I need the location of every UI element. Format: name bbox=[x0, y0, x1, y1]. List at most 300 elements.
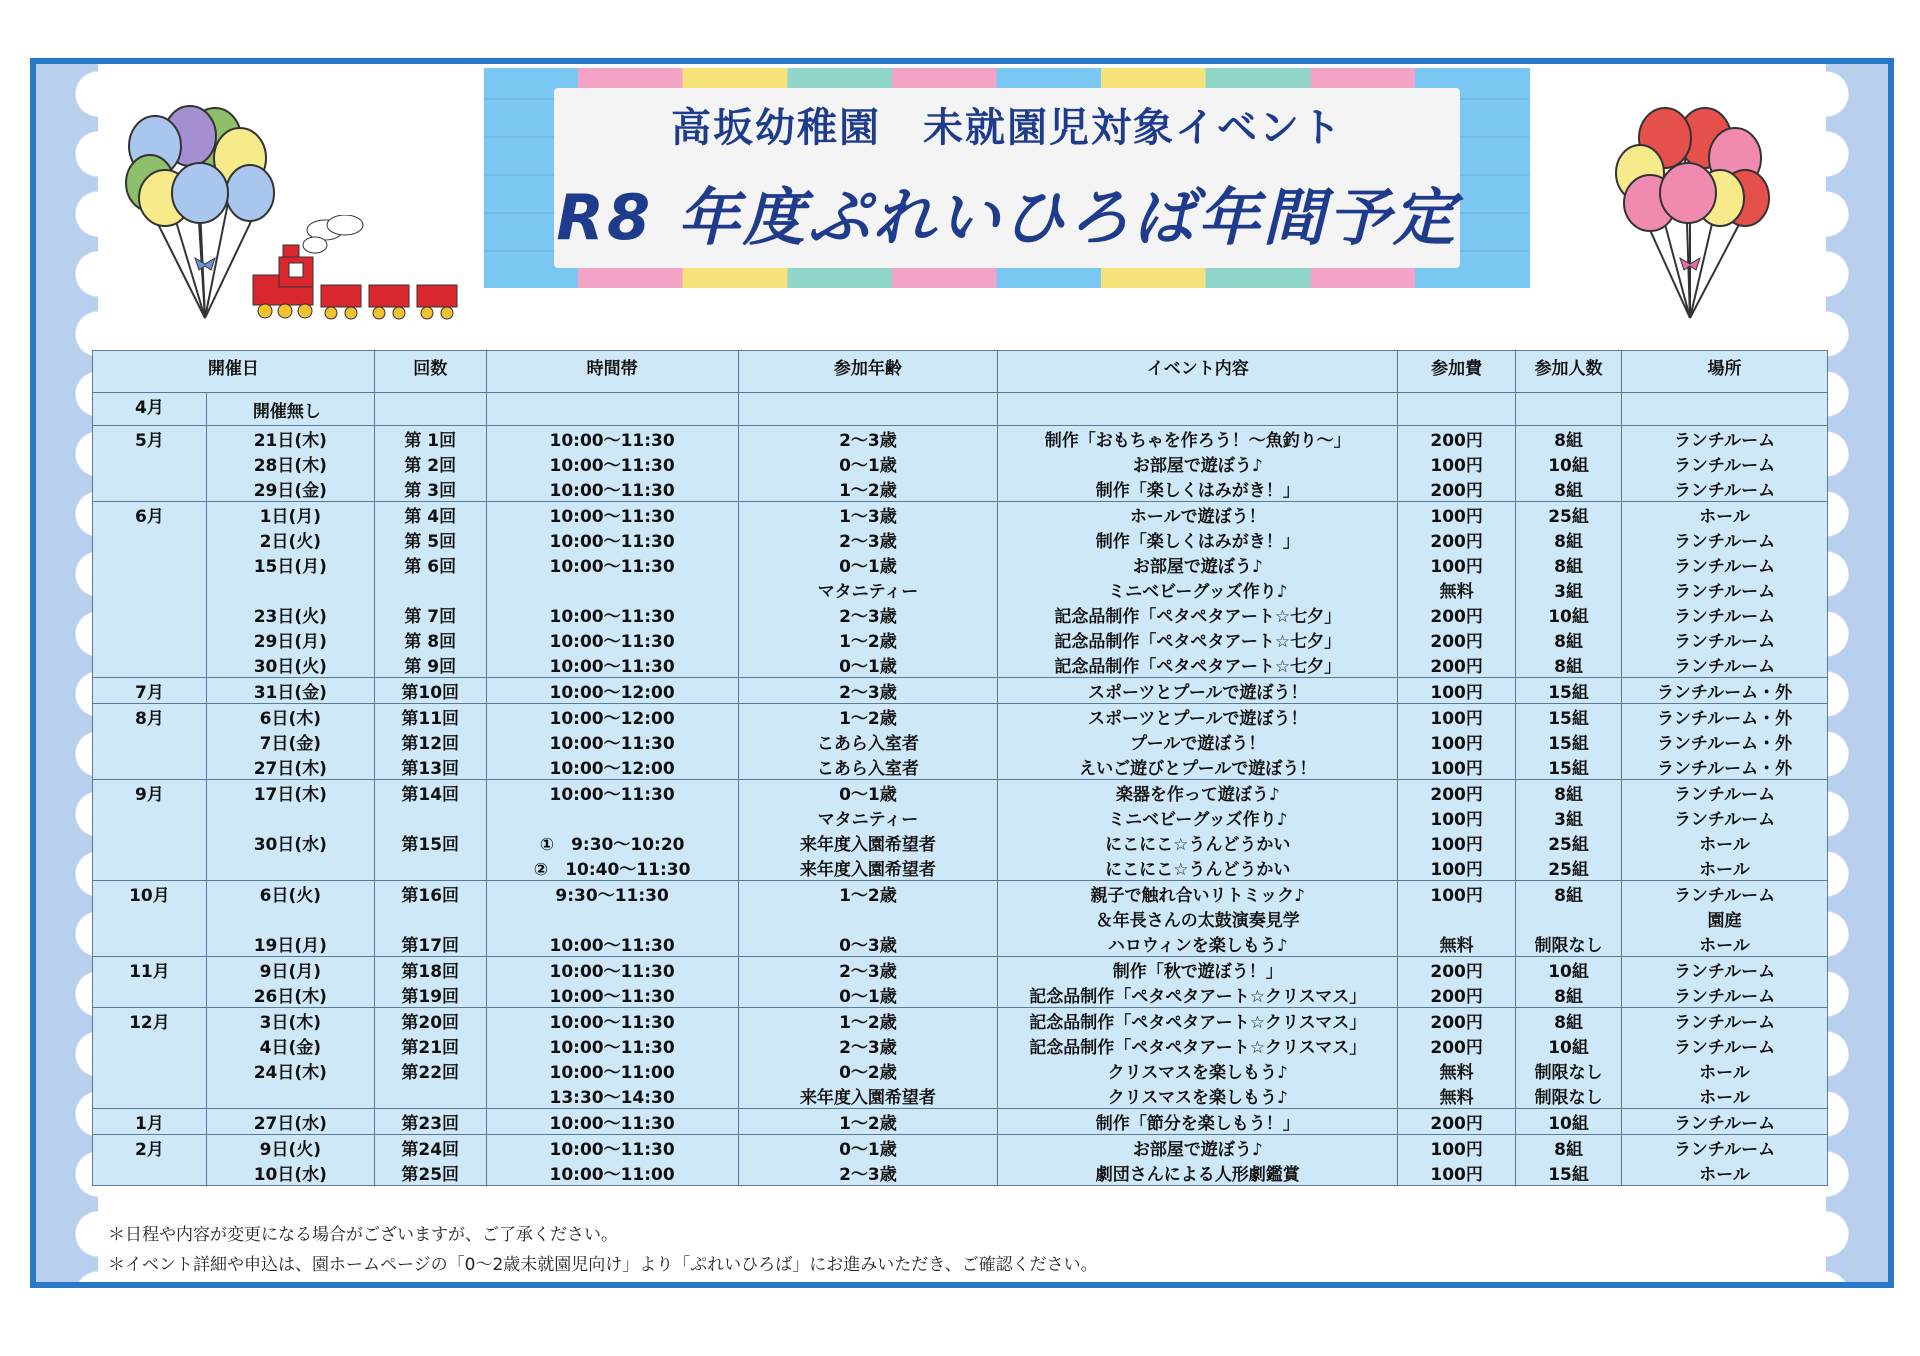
event-cell: 制作「節分を楽しもう！」 bbox=[998, 1109, 1398, 1135]
capacity-cell: 8組 bbox=[1516, 1135, 1622, 1161]
month-cell: 12月 bbox=[93, 1008, 207, 1034]
event-cell: 記念品制作「ペタペタアート☆クリスマス」 bbox=[998, 1033, 1398, 1058]
header-place: 場所 bbox=[1622, 351, 1828, 393]
place-cell: ランチルーム bbox=[1622, 426, 1828, 452]
session-cell: 第23回 bbox=[374, 1109, 486, 1135]
month-cell: 10月 bbox=[93, 881, 207, 907]
wave-border-right bbox=[1826, 64, 1888, 1282]
place-cell: ランチルーム bbox=[1622, 652, 1828, 678]
date-cell: 31日(金) bbox=[206, 678, 374, 704]
table-row bbox=[93, 1033, 1828, 1058]
month-cell bbox=[93, 830, 207, 855]
age-cell: 来年度入園希望者 bbox=[738, 1083, 998, 1109]
capacity-cell: 8組 bbox=[1516, 426, 1622, 452]
age-cell: 0～2歳 bbox=[738, 1058, 998, 1083]
time-cell: 10:00～12:00 bbox=[486, 704, 738, 730]
time-cell bbox=[486, 577, 738, 602]
fee-cell: 100円 bbox=[1398, 451, 1516, 476]
session-cell bbox=[374, 805, 486, 830]
header-capacity: 参加人数 bbox=[1516, 351, 1622, 393]
capacity-cell: 8組 bbox=[1516, 552, 1622, 577]
fee-cell: 100円 bbox=[1398, 502, 1516, 528]
place-cell: ランチルーム bbox=[1622, 552, 1828, 577]
age-cell bbox=[738, 906, 998, 931]
fee-cell: 100円 bbox=[1398, 754, 1516, 780]
event-cell: プールで遊ぼう！ bbox=[998, 729, 1398, 754]
place-cell: ランチルーム bbox=[1622, 1135, 1828, 1161]
table-row bbox=[93, 602, 1828, 627]
place-cell: ランチルーム bbox=[1622, 627, 1828, 652]
footnote: ＊イベント詳細や申込は、園ホームページの「0～2歳未就園児向け」より「ぷれいひろば」にお進みいただき、ご確認ください。 bbox=[108, 1255, 1098, 1275]
month-cell bbox=[93, 855, 207, 881]
capacity-cell: 3組 bbox=[1516, 577, 1622, 602]
date-cell: 3日(木) bbox=[206, 1008, 374, 1034]
banner-subtitle: 高坂幼稚園 未就園児対象イベント bbox=[671, 105, 1343, 151]
event-cell: えいご遊びとプールで遊ぼう！ bbox=[998, 754, 1398, 780]
age-cell: 0～3歳 bbox=[738, 931, 998, 957]
event-cell: スポーツとプールで遊ぼう！ bbox=[998, 678, 1398, 704]
place-cell: ランチルーム・外 bbox=[1622, 678, 1828, 704]
age-cell: マタニティー bbox=[738, 577, 998, 602]
fee-cell: 100円 bbox=[1398, 729, 1516, 754]
capacity-cell: 25組 bbox=[1516, 830, 1622, 855]
month-cell bbox=[93, 1033, 207, 1058]
month-cell bbox=[93, 729, 207, 754]
time-cell: ② 10:40～11:30 bbox=[486, 855, 738, 881]
table-row bbox=[93, 502, 1828, 528]
age-cell: 0～1歳 bbox=[738, 451, 998, 476]
fee-cell: 無料 bbox=[1398, 931, 1516, 957]
month-cell: 11月 bbox=[93, 957, 207, 983]
age-cell: こあら入室者 bbox=[738, 754, 998, 780]
table-row bbox=[93, 855, 1828, 881]
time-cell: 10:00～11:30 bbox=[486, 451, 738, 476]
age-cell: 1～2歳 bbox=[738, 476, 998, 502]
month-cell bbox=[93, 1160, 207, 1186]
title-banner bbox=[484, 68, 1530, 288]
capacity-cell: 8組 bbox=[1516, 527, 1622, 552]
session-cell: 第 9回 bbox=[374, 652, 486, 678]
table-row bbox=[93, 426, 1828, 452]
month-cell: 7月 bbox=[93, 678, 207, 704]
date-cell: 26日(木) bbox=[206, 982, 374, 1008]
train-icon bbox=[245, 215, 475, 335]
capacity-cell: 8組 bbox=[1516, 982, 1622, 1008]
time-cell: 10:00～11:30 bbox=[486, 1033, 738, 1058]
date-cell: 29日(月) bbox=[206, 627, 374, 652]
place-cell: ランチルーム・外 bbox=[1622, 704, 1828, 730]
capacity-cell: 8組 bbox=[1516, 652, 1622, 678]
place-cell: ホール bbox=[1622, 830, 1828, 855]
table-row bbox=[93, 527, 1828, 552]
fee-cell: 無料 bbox=[1398, 1083, 1516, 1109]
fee-cell: 200円 bbox=[1398, 982, 1516, 1008]
age-cell: マタニティー bbox=[738, 805, 998, 830]
month-cell bbox=[93, 1058, 207, 1083]
time-cell: 10:00～12:00 bbox=[486, 678, 738, 704]
banner-title: R8 年度ぷれいひろば年間予定 bbox=[556, 181, 1458, 254]
fee-cell: 無料 bbox=[1398, 577, 1516, 602]
header-date: 開催日 bbox=[93, 351, 375, 393]
place-cell: ランチルーム bbox=[1622, 1033, 1828, 1058]
table-row bbox=[93, 982, 1828, 1008]
place-cell: ホール bbox=[1622, 1058, 1828, 1083]
month-cell: 6月 bbox=[93, 502, 207, 528]
date-cell: 4日(金) bbox=[206, 1033, 374, 1058]
time-cell: 10:00～11:30 bbox=[486, 780, 738, 806]
table-row bbox=[93, 552, 1828, 577]
place-cell: ランチルーム bbox=[1622, 957, 1828, 983]
fee-cell: 100円 bbox=[1398, 552, 1516, 577]
capacity-cell: 10組 bbox=[1516, 1109, 1622, 1135]
table-row bbox=[93, 780, 1828, 806]
capacity-cell: 25組 bbox=[1516, 502, 1622, 528]
time-cell: ① 9:30～10:20 bbox=[486, 830, 738, 855]
fee-cell: 200円 bbox=[1398, 780, 1516, 806]
fee-cell: 200円 bbox=[1398, 957, 1516, 983]
place-cell: ホール bbox=[1622, 502, 1828, 528]
date-cell: 6日(火) bbox=[206, 881, 374, 907]
age-cell: 0～1歳 bbox=[738, 982, 998, 1008]
session-cell bbox=[374, 1083, 486, 1109]
date-cell: 15日(月) bbox=[206, 552, 374, 577]
place-cell: ランチルーム bbox=[1622, 780, 1828, 806]
table-row bbox=[93, 652, 1828, 678]
event-cell: ハロウィンを楽しもう♪ bbox=[998, 931, 1398, 957]
month-cell bbox=[93, 451, 207, 476]
age-cell: 2～3歳 bbox=[738, 678, 998, 704]
capacity-cell: 制限なし bbox=[1516, 931, 1622, 957]
session-cell: 第21回 bbox=[374, 1033, 486, 1058]
place-cell: ランチルーム bbox=[1622, 982, 1828, 1008]
fee-cell: 100円 bbox=[1398, 704, 1516, 730]
fee-cell: 200円 bbox=[1398, 1033, 1516, 1058]
place-cell: 園庭 bbox=[1622, 906, 1828, 931]
capacity-cell: 8組 bbox=[1516, 476, 1622, 502]
event-cell: 記念品制作「ペタペタアート☆クリスマス」 bbox=[998, 1008, 1398, 1034]
session-cell bbox=[374, 855, 486, 881]
month-cell: 2月 bbox=[93, 1135, 207, 1161]
date-cell: 27日(木) bbox=[206, 754, 374, 780]
footnote: ＊日程や内容が変更になる場合がございますが、ご了承ください。 bbox=[108, 1225, 618, 1245]
event-cell: お部屋で遊ぼう♪ bbox=[998, 552, 1398, 577]
event-cell: 記念品制作「ペタペタアート☆七夕」 bbox=[998, 652, 1398, 678]
event-cell: お部屋で遊ぼう♪ bbox=[998, 1135, 1398, 1161]
capacity-cell: 15組 bbox=[1516, 678, 1622, 704]
date-cell: 24日(木) bbox=[206, 1058, 374, 1083]
session-cell: 第 2回 bbox=[374, 451, 486, 476]
balloons-right-icon bbox=[1610, 98, 1780, 328]
session-cell: 第17回 bbox=[374, 931, 486, 957]
month-cell: 8月 bbox=[93, 704, 207, 730]
fee-cell: 100円 bbox=[1398, 1135, 1516, 1161]
capacity-cell: 15組 bbox=[1516, 754, 1622, 780]
event-cell: にこにこ☆うんどうかい bbox=[998, 855, 1398, 881]
age-cell: 2～3歳 bbox=[738, 957, 998, 983]
table-row bbox=[93, 393, 1828, 426]
age-cell: 2～3歳 bbox=[738, 602, 998, 627]
event-cell bbox=[998, 393, 1398, 426]
banner-panel bbox=[554, 88, 1460, 268]
place-cell: ホール bbox=[1622, 931, 1828, 957]
table-row bbox=[93, 931, 1828, 957]
table-row bbox=[93, 1083, 1828, 1109]
month-cell: 5月 bbox=[93, 426, 207, 452]
session-cell: 第22回 bbox=[374, 1058, 486, 1083]
place-cell: ホール bbox=[1622, 1160, 1828, 1186]
date-cell: 6日(木) bbox=[206, 704, 374, 730]
time-cell: 10:00～11:30 bbox=[486, 931, 738, 957]
date-cell bbox=[206, 1083, 374, 1109]
date-cell: 30日(水) bbox=[206, 830, 374, 855]
date-cell: 10日(水) bbox=[206, 1160, 374, 1186]
capacity-cell: 15組 bbox=[1516, 704, 1622, 730]
event-cell: クリスマスを楽しもう♪ bbox=[998, 1058, 1398, 1083]
session-cell bbox=[374, 577, 486, 602]
age-cell: 1～2歳 bbox=[738, 1109, 998, 1135]
place-cell: ランチルーム bbox=[1622, 602, 1828, 627]
time-cell: 10:00～11:30 bbox=[486, 652, 738, 678]
fee-cell: 200円 bbox=[1398, 652, 1516, 678]
place-cell: ランチルーム bbox=[1622, 476, 1828, 502]
fee-cell: 200円 bbox=[1398, 527, 1516, 552]
age-cell: 1～2歳 bbox=[738, 1008, 998, 1034]
event-cell: 記念品制作「ペタペタアート☆七夕」 bbox=[998, 627, 1398, 652]
time-cell: 10:00～11:30 bbox=[486, 426, 738, 452]
fee-cell bbox=[1398, 393, 1516, 426]
time-cell: 10:00～11:30 bbox=[486, 552, 738, 577]
fee-cell: 200円 bbox=[1398, 1008, 1516, 1034]
time-cell bbox=[486, 906, 738, 931]
table-row bbox=[93, 678, 1828, 704]
table-row bbox=[93, 1058, 1828, 1083]
capacity-cell: 15組 bbox=[1516, 1160, 1622, 1186]
time-cell: 10:00～11:30 bbox=[486, 729, 738, 754]
fee-cell: 100円 bbox=[1398, 678, 1516, 704]
header-time: 時間帯 bbox=[486, 351, 738, 393]
date-cell bbox=[206, 855, 374, 881]
session-cell: 第 1回 bbox=[374, 426, 486, 452]
time-cell: 10:00～12:00 bbox=[486, 754, 738, 780]
session-cell: 第15回 bbox=[374, 830, 486, 855]
capacity-cell: 15組 bbox=[1516, 729, 1622, 754]
event-cell: 制作「おもちゃを作ろう！～魚釣り～」 bbox=[998, 426, 1398, 452]
event-cell: ミニベビーグッズ作り♪ bbox=[998, 805, 1398, 830]
month-cell bbox=[93, 627, 207, 652]
age-cell: 0～1歳 bbox=[738, 552, 998, 577]
session-cell: 第19回 bbox=[374, 982, 486, 1008]
month-cell bbox=[93, 982, 207, 1008]
capacity-cell: 8組 bbox=[1516, 780, 1622, 806]
fee-cell bbox=[1398, 906, 1516, 931]
event-cell: お部屋で遊ぼう♪ bbox=[998, 451, 1398, 476]
table-row bbox=[93, 704, 1828, 730]
session-cell: 第10回 bbox=[374, 678, 486, 704]
age-cell: 2～3歳 bbox=[738, 1160, 998, 1186]
table-row bbox=[93, 830, 1828, 855]
table-row bbox=[93, 627, 1828, 652]
session-cell: 第 5回 bbox=[374, 527, 486, 552]
date-cell bbox=[206, 577, 374, 602]
table-row bbox=[93, 451, 1828, 476]
date-cell: 17日(木) bbox=[206, 780, 374, 806]
month-cell bbox=[93, 527, 207, 552]
session-cell: 第11回 bbox=[374, 704, 486, 730]
time-cell: 10:00～11:30 bbox=[486, 627, 738, 652]
fee-cell: 200円 bbox=[1398, 1109, 1516, 1135]
event-cell: スポーツとプールで遊ぼう！ bbox=[998, 704, 1398, 730]
session-cell: 第 7回 bbox=[374, 602, 486, 627]
table-row bbox=[93, 1135, 1828, 1161]
event-cell: 記念品制作「ペタペタアート☆クリスマス」 bbox=[998, 982, 1398, 1008]
time-cell: 10:00～11:30 bbox=[486, 527, 738, 552]
age-cell: 2～3歳 bbox=[738, 527, 998, 552]
table-row bbox=[93, 1109, 1828, 1135]
table-row bbox=[93, 881, 1828, 907]
time-cell: 10:00～11:00 bbox=[486, 1160, 738, 1186]
month-cell: 1月 bbox=[93, 1109, 207, 1135]
capacity-cell: 10組 bbox=[1516, 1033, 1622, 1058]
month-cell bbox=[93, 931, 207, 957]
date-cell: 9日(火) bbox=[206, 1135, 374, 1161]
date-cell bbox=[206, 906, 374, 931]
capacity-cell: 25組 bbox=[1516, 855, 1622, 881]
fee-cell: 100円 bbox=[1398, 805, 1516, 830]
age-cell: こあら入室者 bbox=[738, 729, 998, 754]
session-cell: 第20回 bbox=[374, 1008, 486, 1034]
capacity-cell bbox=[1516, 906, 1622, 931]
session-cell: 第 3回 bbox=[374, 476, 486, 502]
place-cell: ランチルーム bbox=[1622, 881, 1828, 907]
session-cell: 第18回 bbox=[374, 957, 486, 983]
capacity-cell: 8組 bbox=[1516, 1008, 1622, 1034]
age-cell: 1～3歳 bbox=[738, 502, 998, 528]
event-cell: ホールで遊ぼう！ bbox=[998, 502, 1398, 528]
age-cell: 2～3歳 bbox=[738, 426, 998, 452]
month-cell bbox=[93, 602, 207, 627]
capacity-cell: 10組 bbox=[1516, 451, 1622, 476]
age-cell: 1～2歳 bbox=[738, 627, 998, 652]
session-cell: 第13回 bbox=[374, 754, 486, 780]
time-cell: 10:00～11:30 bbox=[486, 957, 738, 983]
place-cell: ランチルーム・外 bbox=[1622, 729, 1828, 754]
table-row bbox=[93, 476, 1828, 502]
capacity-cell bbox=[1516, 393, 1622, 426]
fee-cell: 200円 bbox=[1398, 426, 1516, 452]
month-cell bbox=[93, 754, 207, 780]
age-cell: 0～1歳 bbox=[738, 1135, 998, 1161]
month-cell bbox=[93, 476, 207, 502]
table-row bbox=[93, 729, 1828, 754]
time-cell: 10:00～11:30 bbox=[486, 502, 738, 528]
month-cell: 9月 bbox=[93, 780, 207, 806]
date-cell: 21日(木) bbox=[206, 426, 374, 452]
date-cell bbox=[206, 805, 374, 830]
date-cell: 28日(木) bbox=[206, 451, 374, 476]
table-row bbox=[93, 754, 1828, 780]
table-row bbox=[93, 906, 1828, 931]
table-row bbox=[93, 1160, 1828, 1186]
fee-cell: 200円 bbox=[1398, 627, 1516, 652]
date-cell: 27日(水) bbox=[206, 1109, 374, 1135]
fee-cell: 100円 bbox=[1398, 881, 1516, 907]
event-cell: 劇団さんによる人形劇鑑賞 bbox=[998, 1160, 1398, 1186]
age-cell: 来年度入園希望者 bbox=[738, 855, 998, 881]
age-cell: 0～1歳 bbox=[738, 780, 998, 806]
event-cell: 楽器を作って遊ぼう♪ bbox=[998, 780, 1398, 806]
date-cell: 9日(月) bbox=[206, 957, 374, 983]
fee-cell: 200円 bbox=[1398, 602, 1516, 627]
event-cell: 記念品制作「ペタペタアート☆七夕」 bbox=[998, 602, 1398, 627]
header-fee: 参加費 bbox=[1398, 351, 1516, 393]
place-cell: ランチルーム bbox=[1622, 1008, 1828, 1034]
time-cell bbox=[486, 393, 738, 426]
session-cell: 第 8回 bbox=[374, 627, 486, 652]
place-cell: ランチルーム bbox=[1622, 1109, 1828, 1135]
event-cell: クリスマスを楽しもう♪ bbox=[998, 1083, 1398, 1109]
event-cell: 制作「秋で遊ぼう！」 bbox=[998, 957, 1398, 983]
date-cell: 2日(火) bbox=[206, 527, 374, 552]
event-cell: にこにこ☆うんどうかい bbox=[998, 830, 1398, 855]
place-cell: ランチルーム bbox=[1622, 577, 1828, 602]
date-cell: 29日(金) bbox=[206, 476, 374, 502]
place-cell: ランチルーム bbox=[1622, 527, 1828, 552]
time-cell: 10:00～11:30 bbox=[486, 982, 738, 1008]
footnotes bbox=[108, 1220, 1098, 1280]
place-cell: ホール bbox=[1622, 855, 1828, 881]
capacity-cell: 制限なし bbox=[1516, 1058, 1622, 1083]
age-cell: 0～1歳 bbox=[738, 652, 998, 678]
time-cell: 10:00～11:30 bbox=[486, 476, 738, 502]
table-row bbox=[93, 1008, 1828, 1034]
fee-cell: 無料 bbox=[1398, 1058, 1516, 1083]
session-cell bbox=[374, 906, 486, 931]
capacity-cell: 8組 bbox=[1516, 627, 1622, 652]
capacity-cell: 10組 bbox=[1516, 602, 1622, 627]
month-cell: 4月 bbox=[93, 393, 207, 426]
fee-cell: 100円 bbox=[1398, 830, 1516, 855]
date-cell: 1日(月) bbox=[206, 502, 374, 528]
table-row bbox=[93, 805, 1828, 830]
event-cell: ＆年長さんの太鼓演奏見学 bbox=[998, 906, 1398, 931]
session-cell: 第24回 bbox=[374, 1135, 486, 1161]
time-cell: 13:30～14:30 bbox=[486, 1083, 738, 1109]
place-cell: ランチルーム bbox=[1622, 805, 1828, 830]
capacity-cell: 10組 bbox=[1516, 957, 1622, 983]
date-cell: 7日(金) bbox=[206, 729, 374, 754]
time-cell: 10:00～11:30 bbox=[486, 1109, 738, 1135]
event-cell: 制作「楽しくはみがき！」 bbox=[998, 476, 1398, 502]
session-cell: 第25回 bbox=[374, 1160, 486, 1186]
month-cell bbox=[93, 906, 207, 931]
place-cell: ランチルーム bbox=[1622, 451, 1828, 476]
date-cell: 19日(月) bbox=[206, 931, 374, 957]
header-age: 参加年齢 bbox=[738, 351, 998, 393]
capacity-cell: 制限なし bbox=[1516, 1083, 1622, 1109]
table-header-row bbox=[93, 351, 1828, 393]
time-cell: 10:00～11:30 bbox=[486, 602, 738, 627]
month-cell bbox=[93, 652, 207, 678]
age-cell: 1～2歳 bbox=[738, 704, 998, 730]
place-cell: ランチルーム・外 bbox=[1622, 754, 1828, 780]
table-row bbox=[93, 957, 1828, 983]
age-cell: 1～2歳 bbox=[738, 881, 998, 907]
month-cell bbox=[93, 577, 207, 602]
session-cell bbox=[374, 393, 486, 426]
time-cell bbox=[486, 805, 738, 830]
event-cell: 親子で触れ合いリトミック♪ bbox=[998, 881, 1398, 907]
date-cell: 開催無し bbox=[206, 393, 374, 426]
